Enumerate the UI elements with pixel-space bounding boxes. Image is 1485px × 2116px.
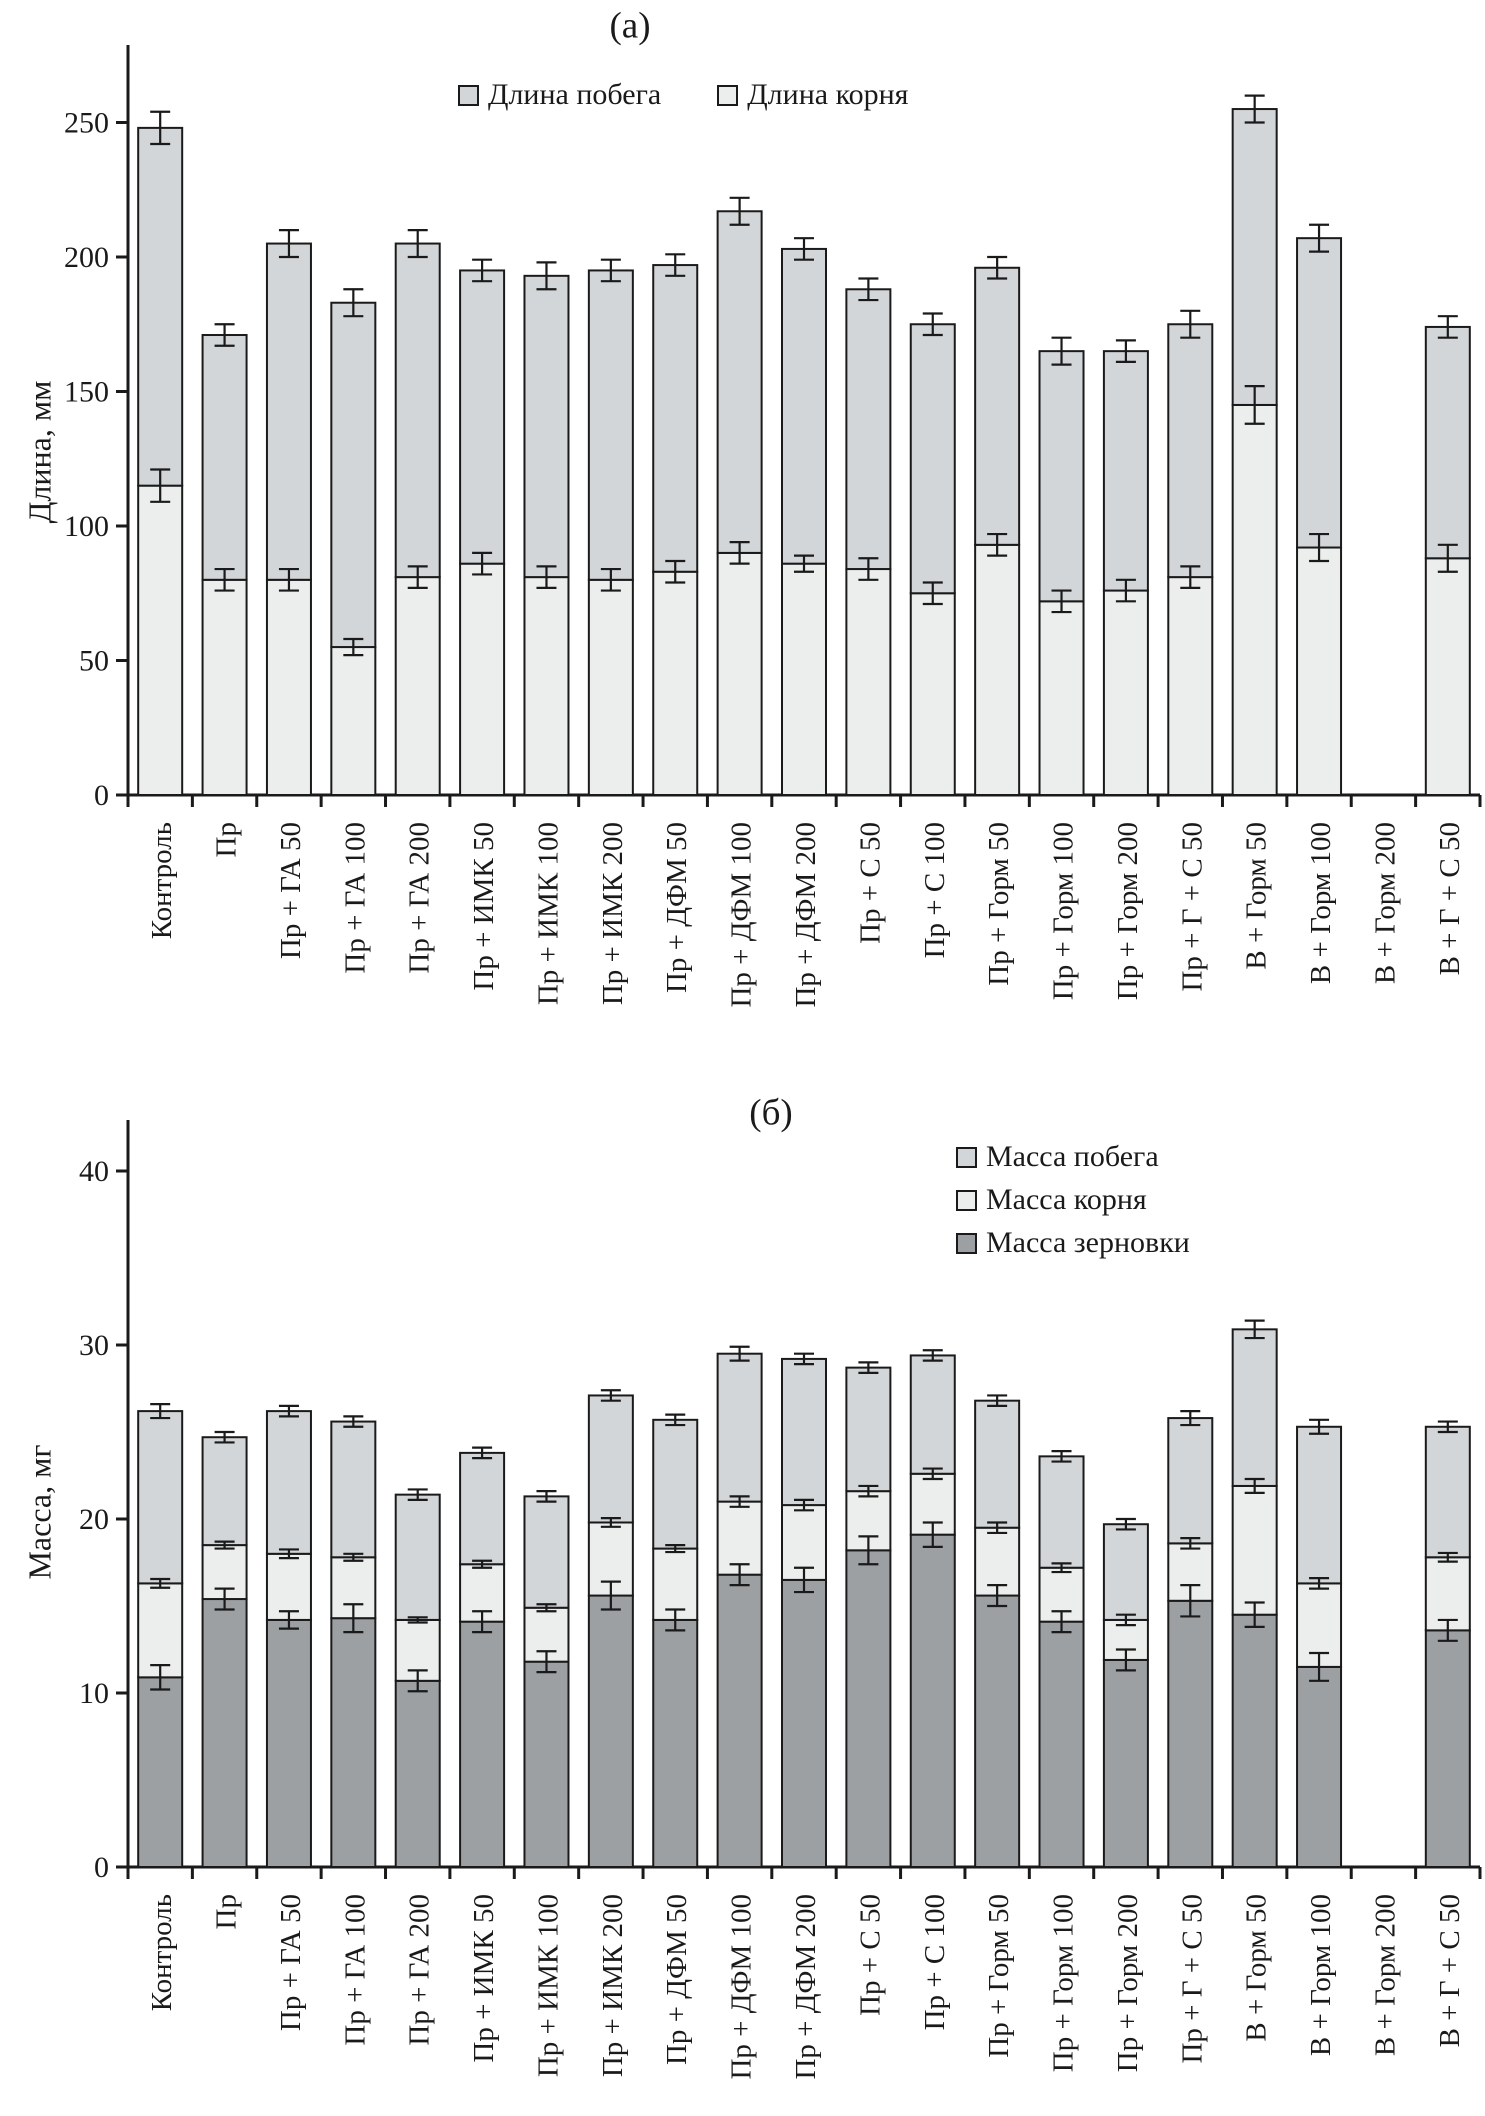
bar-segment [203,335,247,580]
bar-segment [589,580,633,795]
x-category-label: Пр + Горм 200 [1111,822,1144,1001]
bar-segment [1233,1329,1277,1486]
bar-segment [846,289,890,569]
y-tick-label: 100 [64,510,109,543]
bar-segment [524,577,568,795]
bar-segment [1426,558,1470,795]
bar-segment [911,1535,955,1867]
bar-segment [267,580,311,795]
x-category-label: В + Горм 200 [1369,1894,1402,2057]
legend-label: Масса побега [986,1140,1159,1173]
bar-segment [1168,1601,1212,1867]
bar-segment [524,1662,568,1867]
bar-segment [589,1596,633,1867]
bar-segment [1426,1630,1470,1867]
bar-segment [267,1411,311,1554]
bar-segment [1426,327,1470,558]
chart-b-title: (б) [749,1092,793,1134]
bar-segment [203,580,247,795]
x-category-label: Пр + ИМК 50 [468,822,501,991]
chart-a-title: (а) [609,5,651,47]
y-tick-label: 20 [79,1503,109,1536]
x-category-label: Пр + ГА 50 [274,822,307,960]
bar-segment [653,1620,697,1867]
x-category-label: Пр + С 100 [918,822,951,959]
bar-segment [782,564,826,795]
x-category-label: В + Горм 100 [1305,1894,1338,2057]
x-category-label: Пр + Г + С 50 [1176,1894,1209,2064]
bar-segment [975,268,1019,545]
bar-segment [589,1395,633,1522]
x-category-label: Пр + ИМК 200 [596,1894,629,2078]
bar-segment [975,545,1019,795]
bar-segment [396,1681,440,1867]
x-category-label: Пр + С 50 [854,822,887,944]
bar-segment [1233,405,1277,795]
legend-swatch-icon [956,1147,977,1168]
x-category-label: В + Г + С 50 [1433,1894,1466,2048]
bar-segment [782,1359,826,1505]
bar-segment [138,1411,182,1583]
x-category-label: Пр [210,822,243,858]
x-category-label: В + Г + С 50 [1433,822,1466,976]
bar-segment [1104,591,1148,795]
legend-item [717,80,908,110]
bar-segment [1040,351,1084,601]
bar-segment [460,270,504,563]
bar-segment [1040,1622,1084,1867]
x-category-label: Пр + ИМК 100 [532,1894,565,2078]
x-category-label: Пр + ДФМ 50 [661,822,694,994]
x-category-label: Контроль [146,1894,179,2012]
bar-segment [1040,1456,1084,1567]
x-category-label: В + Горм 50 [1240,1894,1273,2042]
x-category-label: Пр + ДФМ 200 [790,822,822,1008]
bar-segment [653,265,697,572]
bar-segment [524,276,568,577]
bar-segment [396,577,440,795]
bar-segment [1040,601,1084,795]
bar-segment [1297,238,1341,547]
bar-segment [1168,324,1212,577]
bar-segment [267,244,311,580]
chart-b-y-axis-label: Масса, мг [21,1444,58,1580]
x-category-label: Пр + Горм 50 [983,1894,1016,2058]
bar-segment [846,569,890,795]
x-category-label: Пр + С 100 [918,1894,951,2031]
x-category-label: Пр + ДФМ 100 [725,822,758,1008]
legend-label: Длина побега [488,78,662,111]
y-tick-label: 40 [79,1155,109,1188]
y-tick-label: 0 [94,1851,109,1884]
bar-segment [460,1622,504,1867]
bar-segment [911,324,955,593]
x-category-label: В + Горм 100 [1305,822,1338,985]
bar-segment [1233,1486,1277,1615]
bar-segment [1297,1667,1341,1867]
bar-segment [718,211,762,553]
x-category-label: Пр + ИМК 50 [468,1894,501,2063]
bar-segment [653,1420,697,1549]
chart-a-y-axis-label: Длина, мм [21,380,58,524]
bar-segment [331,303,375,647]
bar-segment [460,564,504,795]
bar-segment [911,1355,955,1473]
x-category-label: В + Горм 50 [1240,822,1273,970]
bar-segment [1104,351,1148,590]
bar-segment [331,647,375,795]
bar-segment [1104,1660,1148,1867]
bar-segment [782,1580,826,1867]
x-category-label: Пр + Горм 200 [1111,1894,1144,2073]
x-category-label: Пр + ГА 200 [403,1894,436,2046]
bar-segment [1233,1615,1277,1867]
x-category-label: Пр + Горм 100 [1047,1894,1080,2073]
x-category-label: Пр + Г + С 50 [1176,822,1209,992]
bar-segment [331,1422,375,1558]
bar-segment [975,1401,1019,1528]
bar-segment [267,1554,311,1620]
x-category-label: Пр + ИМК 200 [596,822,629,1006]
bar-segment [267,1620,311,1867]
bar-segment [203,1599,247,1867]
x-category-label: Пр + Горм 50 [983,821,1016,986]
bar-segment [138,486,182,795]
bar-segment [138,1583,182,1677]
bar-segment [203,1437,247,1545]
bar-segment [1233,109,1277,405]
legend-swatch-icon [956,1233,977,1254]
x-category-label: Пр + С 50 [854,1894,887,2016]
legend-label: Длина корня [747,78,909,111]
y-tick-label: 200 [64,241,109,274]
bar-segment [1168,577,1212,795]
x-category-label: Пр + ГА 200 [403,822,436,974]
bar-segment [396,244,440,578]
legend-item [956,1142,1190,1172]
x-category-label: В + Горм 200 [1369,822,1402,985]
bar-segment [1297,548,1341,795]
y-tick-label: 250 [64,106,109,140]
legend-swatch-icon [717,85,738,106]
bar-segment [718,1354,762,1502]
x-category-label: Пр [210,1894,243,1930]
y-tick-label: 50 [79,644,109,678]
bar-segment [1104,1524,1148,1620]
bar-segment [653,572,697,795]
bar-segment [1426,1427,1470,1558]
bar-segment [1168,1418,1212,1543]
bar-segment [460,1453,504,1564]
x-category-label: Пр + ГА 100 [339,1894,372,2046]
chart-a-legend [458,80,908,110]
y-tick-label: 30 [79,1329,109,1362]
x-category-label: Пр + ГА 50 [274,1894,307,2032]
bar-segment [718,1575,762,1867]
bar-segment [524,1496,568,1607]
chart-b-legend [956,1142,1190,1258]
bar-segment [718,553,762,795]
bar-segment [911,593,955,795]
bar-segment [846,1550,890,1867]
legend-label: Масса корня [986,1183,1147,1216]
legend-item [956,1185,1190,1215]
legend-swatch-icon [458,85,479,106]
x-category-label: Пр + ДФМ 200 [790,1894,822,2080]
x-category-label: Пр + ГА 100 [339,822,372,974]
bar-segment [138,128,182,486]
x-category-label: Контроль [146,822,179,940]
y-tick-label: 0 [94,779,109,812]
x-category-label: Пр + Горм 100 [1047,822,1080,1001]
bar-segment [138,1677,182,1867]
legend-item [458,80,661,110]
bar-segment [589,270,633,579]
bar-segment [782,249,826,564]
y-tick-label: 150 [64,375,109,409]
x-category-label: Пр + ДФМ 100 [725,1894,758,2080]
x-category-label: Пр + ДФМ 50 [661,1894,694,2066]
bar-segment [1297,1427,1341,1584]
legend-swatch-icon [956,1190,977,1211]
legend-label: Масса зерновки [986,1226,1190,1259]
bar-segment [331,1618,375,1867]
bar-segment [396,1495,440,1620]
bar-segment [846,1368,890,1492]
bar-segment [975,1596,1019,1867]
legend-item [956,1228,1190,1258]
x-category-label: Пр + ИМК 100 [532,822,565,1006]
y-tick-label: 10 [79,1677,109,1710]
